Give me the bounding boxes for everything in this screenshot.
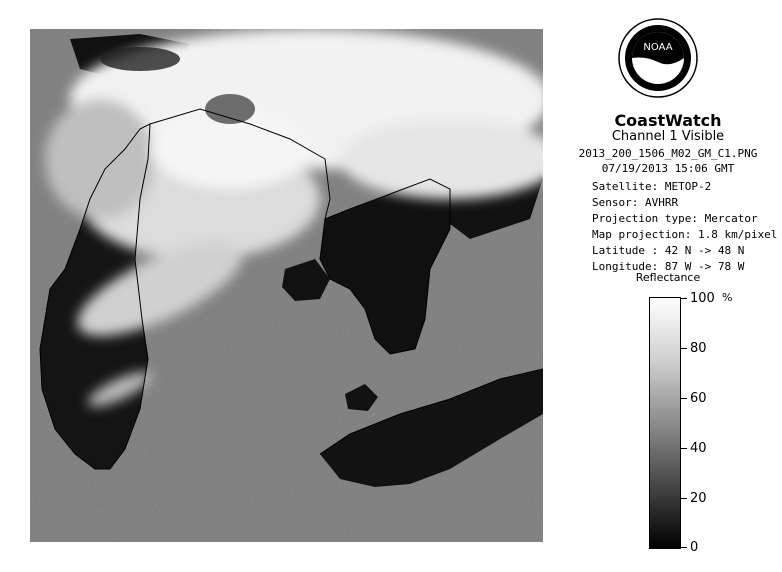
logo-text: NOAA: [643, 42, 673, 53]
sensor-label: Sensor: AVHRR: [592, 196, 679, 209]
product-title: CoastWatch: [614, 111, 722, 130]
reflectance-colorbar: [649, 297, 681, 549]
cloud-gap: [205, 94, 255, 124]
colorbar-tick-label: 20: [690, 491, 707, 506]
projection-type-label: Projection type: Mercator: [592, 212, 758, 225]
colorbar-tick-label: 0: [690, 540, 699, 555]
colorbar-title: Reflectance: [635, 271, 701, 284]
colorbar-tick-label: 40: [690, 441, 707, 456]
colorbar-tick-label: 100: [690, 291, 715, 306]
colorbar-tick-label: 60: [690, 391, 707, 406]
latitude-label: Latitude : 42 N -> 48 N: [592, 244, 745, 257]
colorbar-unit: %: [722, 291, 733, 304]
satellite-label: Satellite: METOP-2: [592, 180, 712, 193]
colorbar-tick: [681, 448, 687, 449]
filename: 2013_200_1506_M02_GM_C1.PNG: [578, 147, 758, 160]
longitude-label: Longitude: 87 W -> 78 W: [592, 260, 745, 273]
datetime: 07/19/2013 15:06 GMT: [601, 162, 735, 175]
satellite-image: [30, 29, 543, 542]
colorbar-tick: [681, 348, 687, 349]
channel-label: Channel 1 Visible: [611, 129, 725, 144]
noaa-logo: [618, 18, 698, 98]
colorbar-tick: [681, 498, 687, 499]
colorbar-tick-label: 80: [690, 341, 707, 356]
colorbar-tick: [681, 398, 687, 399]
cloud-gap: [100, 47, 180, 71]
colorbar-tick: [681, 547, 687, 548]
map-projection-label: Map projection: 1.8 km/pixel: [592, 228, 778, 241]
colorbar-tick: [681, 298, 687, 299]
